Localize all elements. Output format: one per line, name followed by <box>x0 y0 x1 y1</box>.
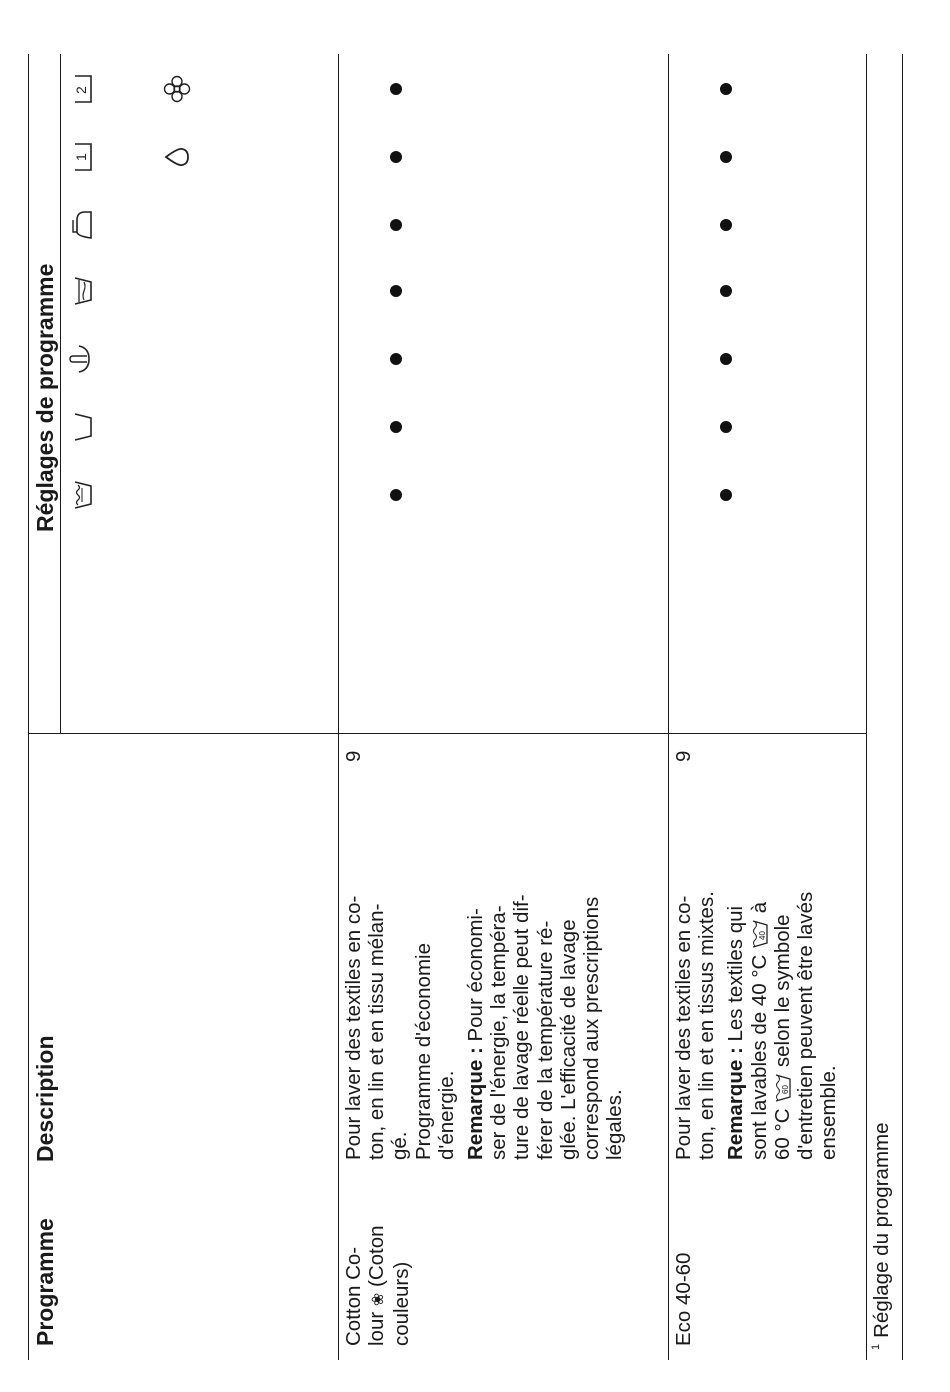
care-60-icon <box>772 1073 792 1103</box>
tub-1-label: 1 <box>73 153 89 161</box>
row2-mark <box>720 151 732 163</box>
care-40-label: 40 <box>757 931 767 940</box>
row2-mark <box>720 489 732 501</box>
header-description: Description <box>32 1035 58 1162</box>
desc-line: légales. <box>603 1089 627 1160</box>
settings-header-line <box>60 54 61 734</box>
desc-line: ton, en lin et en tissus mixtes. <box>695 891 719 1160</box>
note-label: Remarque : <box>464 1047 488 1160</box>
desc-line: Programme d'économie <box>411 943 435 1160</box>
desc-line: ensemble. <box>817 1065 841 1160</box>
footnote-text: Réglage du programme <box>870 1122 893 1338</box>
drop-icon <box>160 140 194 174</box>
row1-mark <box>390 285 402 297</box>
desc-line: férer de la température ré- <box>533 920 557 1160</box>
row2-programme: Eco 40-60 <box>672 1252 695 1346</box>
row2-mark <box>720 353 732 365</box>
note-label: Remarque : <box>724 1047 748 1160</box>
desc-note <box>464 760 487 1160</box>
row2-mark <box>720 83 732 95</box>
tub-2-icon <box>65 72 99 106</box>
row-divider-bottom <box>866 54 867 1360</box>
row2-mark <box>720 285 732 297</box>
row1-programme-line: couleurs) <box>390 1261 414 1346</box>
desc-line: correspond aux prescriptions <box>580 896 604 1160</box>
row-divider <box>668 54 669 1360</box>
delicate-tub-icon <box>65 274 99 308</box>
row2-mark <box>720 421 732 433</box>
row2-description <box>672 760 840 1160</box>
tub-2-label: 2 <box>73 86 89 94</box>
note-text: Les textiles qui <box>724 905 748 1048</box>
row2-superscript: 9 <box>672 750 695 762</box>
care-40-icon <box>749 919 769 949</box>
hand-wash-icon <box>65 342 99 376</box>
desc-line: Pour laver des textiles en co- <box>672 895 695 1160</box>
row1-description <box>342 760 626 1160</box>
desc-line: 60 °C 60 selon le symbole <box>770 914 794 1160</box>
desc-note <box>724 760 747 1160</box>
tub-1-icon <box>65 140 99 174</box>
desc-line: Pour laver des textiles en co- <box>342 895 365 1160</box>
footnote-marker: 1 <box>870 1343 882 1350</box>
row1-mark <box>390 83 402 95</box>
desc-line: ser de l'énergie, la tempéra- <box>487 905 511 1160</box>
desc-line: d'énergie. <box>434 1070 458 1160</box>
colour-icon: ❀ <box>370 1292 388 1307</box>
row1-superscript: 9 <box>342 750 365 762</box>
care-60-label: 60 <box>780 1084 790 1094</box>
row1-programme-line: Cotton Co- <box>342 1246 365 1346</box>
desc-line: d'entretien peuvent être lavés <box>794 891 818 1160</box>
column-divider <box>28 733 866 734</box>
row1-mark <box>390 421 402 433</box>
row1-mark <box>390 219 402 231</box>
desc-line: glée. L'efficacité de lavage <box>556 919 580 1160</box>
footnote-divider <box>902 54 903 1360</box>
wash-tub-icon <box>65 478 99 512</box>
flower-icon <box>160 72 194 106</box>
row1-mark <box>390 151 402 163</box>
row1-mark <box>390 489 402 501</box>
desc-line: ton, en lin et en tissu mélan- <box>365 903 389 1160</box>
header-bottom-border <box>338 54 339 1360</box>
row1-mark <box>390 353 402 365</box>
desc-line: sont lavables de 40 °C 40 à <box>747 901 771 1160</box>
iron-icon <box>65 208 99 242</box>
header-programme: Programme <box>32 1218 58 1346</box>
table-top-border <box>28 54 29 1360</box>
desc-line: ture de lavage réelle peut dif- <box>510 894 534 1160</box>
row1-programme-line: lour ❀ (Coton <box>365 1225 389 1346</box>
desc-line: gé. <box>388 1131 412 1160</box>
footnote <box>870 1123 894 1351</box>
header-settings: Réglages de programme <box>32 263 58 532</box>
row1-programme <box>342 1186 414 1346</box>
note-text: Pour économi- <box>464 908 488 1048</box>
row2-mark <box>720 219 732 231</box>
tub-outline-icon <box>65 410 99 444</box>
